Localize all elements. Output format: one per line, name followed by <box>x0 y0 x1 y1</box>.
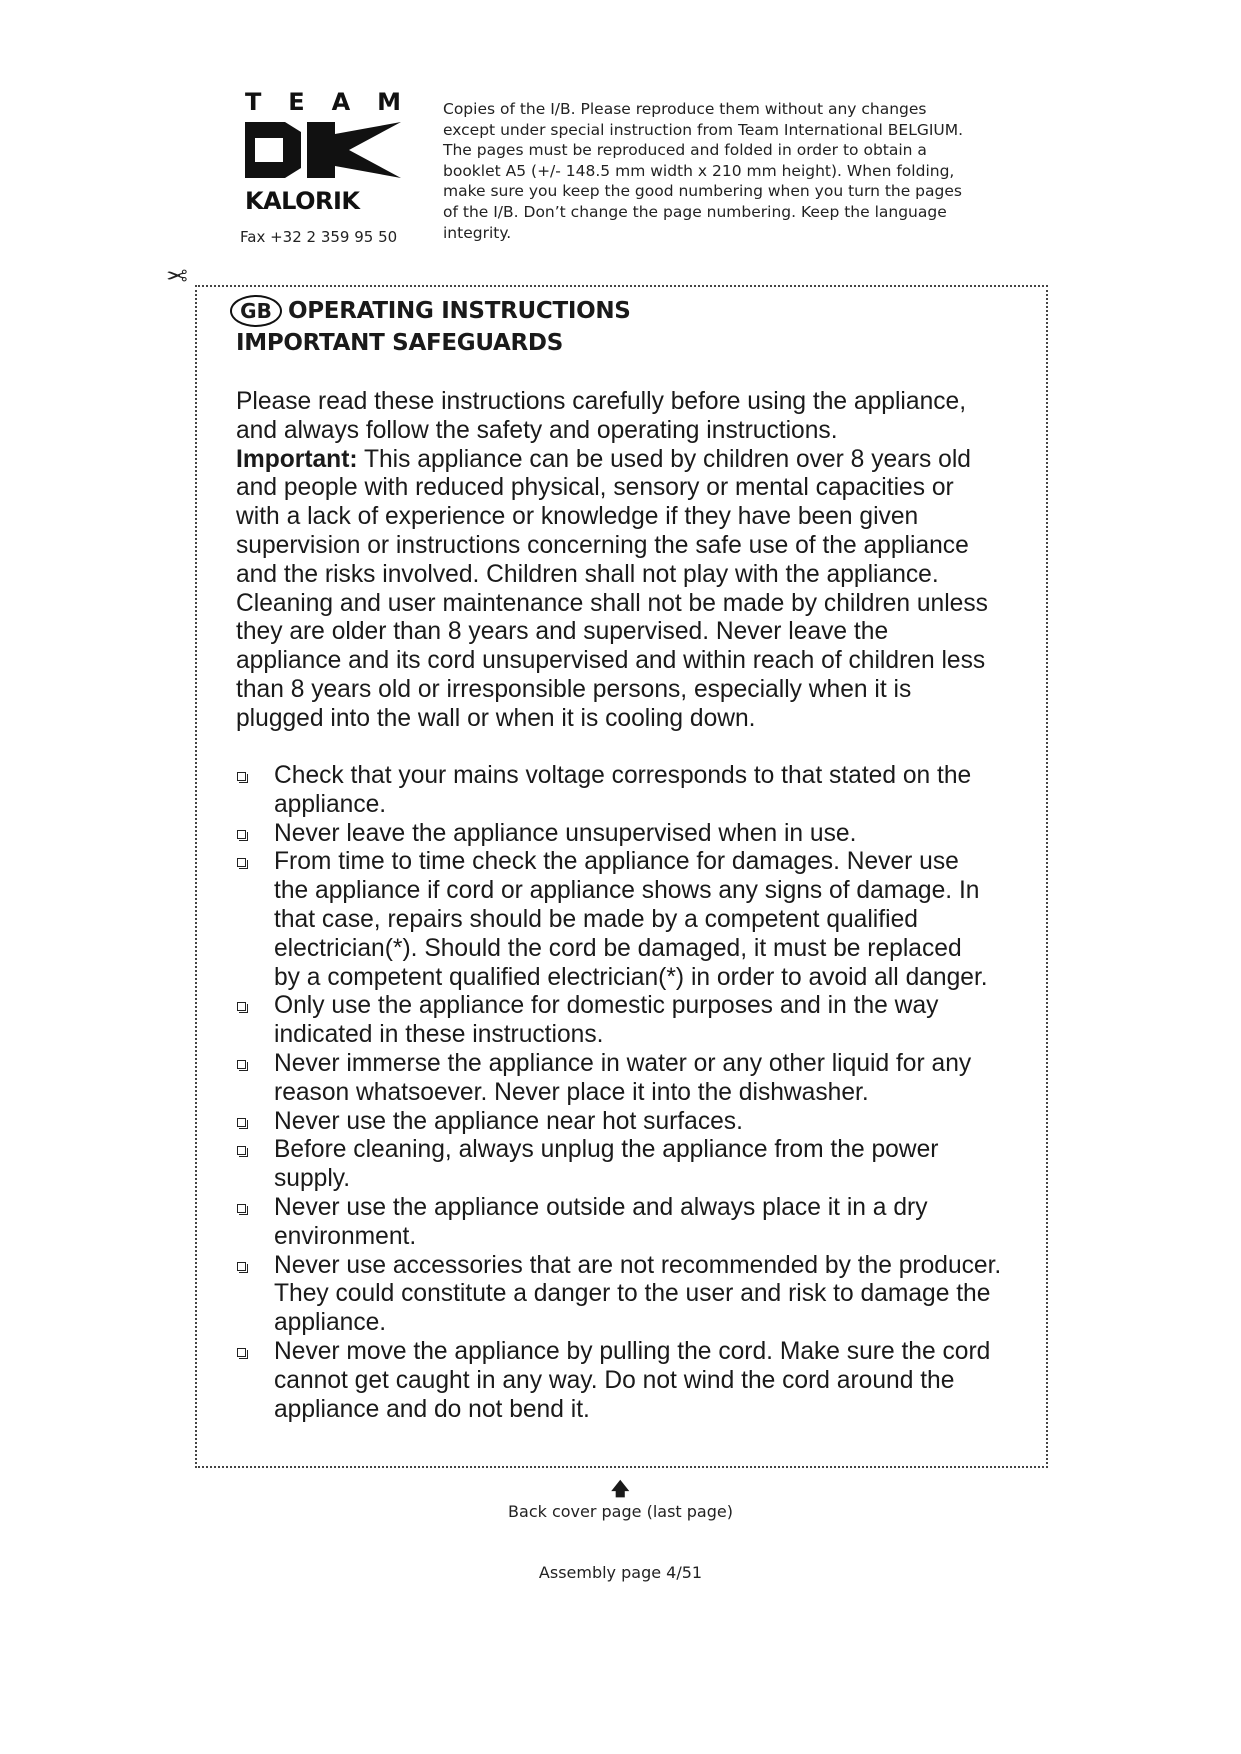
list-item <box>236 762 1026 820</box>
list-item-line: Never use accessories that are not recommended by the producer. <box>274 1251 1002 1279</box>
important-line: and the risks involved. Children shall not play with the appliance. <box>236 560 939 588</box>
checkbox-bullet-icon <box>237 1002 246 1011</box>
list-item-text <box>274 1194 928 1250</box>
page-title: OPERATING INSTRUCTIONS <box>288 298 631 324</box>
list-item-text <box>274 820 856 847</box>
list-item-line: Never use the appliance near hot surfaces. <box>274 1107 743 1135</box>
list-item-line: reason whatsoever. Never place it into the dishwasher. <box>274 1078 869 1106</box>
section-heading <box>230 295 631 327</box>
intro-line: Please read these instructions carefully before using the appliance, <box>236 388 967 415</box>
checkbox-bullet-icon <box>237 1146 246 1155</box>
checkbox-bullet-icon <box>237 772 246 781</box>
important-line: than 8 years old or irresponsible persons, especially when it is <box>236 675 912 703</box>
checkbox-bullet-icon <box>237 1348 246 1357</box>
important-line: supervision or instructions concerning the safe use of the appliance <box>236 531 969 559</box>
notice-line: of the I/B. Don’t change the page numbering. Keep the language <box>443 202 947 221</box>
list-item-line: environment. <box>274 1222 417 1250</box>
list-item <box>236 848 1026 992</box>
kalorik-k-logo-icon <box>245 122 401 178</box>
checkbox-bullet-icon <box>237 1118 246 1127</box>
logo-letter: M <box>377 88 401 116</box>
list-item <box>236 1338 1026 1424</box>
list-item-line: Never immerse the appliance in water or any other liquid for any <box>274 1049 972 1077</box>
reproduction-notice <box>443 99 1003 243</box>
important-line: and people with reduced physical, sensory or mental capacities or <box>236 474 954 502</box>
checkbox-bullet-icon <box>237 1262 246 1271</box>
list-item-line: by a competent qualified electrician(*) in order to avoid all danger. <box>274 963 988 991</box>
list-item-text <box>274 848 988 990</box>
intro-text <box>236 388 1026 734</box>
list-item-line: cannot get caught in any way. Do not wind the cord around the <box>274 1366 955 1394</box>
list-item-line: appliance. <box>274 790 387 818</box>
list-item-line: Before cleaning, always unplug the appliance from the power <box>274 1136 939 1164</box>
notice-line: integrity. <box>443 223 512 242</box>
team-kalorik-logo <box>245 88 405 215</box>
checkbox-bullet-icon <box>237 1204 246 1213</box>
subtitle: IMPORTANT SAFEGUARDS <box>236 330 563 356</box>
list-item-line: that case, repairs should be made by a competent qualified <box>274 905 918 933</box>
list-item-line: Only use the appliance for domestic purposes and in the way <box>274 992 939 1020</box>
checkbox-bullet-icon <box>237 830 246 839</box>
important-line: Cleaning and user maintenance shall not be made by children unless <box>236 589 988 617</box>
list-item-text <box>274 1252 1001 1337</box>
important-line: they are older than 8 years and supervised. Never leave the <box>236 618 889 646</box>
list-item-line: Check that your mains voltage corresponds to that stated on the <box>274 762 972 789</box>
notice-line: except under special instruction from Team International BELGIUM. <box>443 120 964 139</box>
list-item-line: indicated in these instructions. <box>274 1021 604 1049</box>
important-line: This appliance can be used by children over 8 years old <box>357 445 971 473</box>
list-item-text <box>274 762 971 818</box>
checkbox-bullet-icon <box>237 1060 246 1069</box>
list-item <box>236 1050 1026 1108</box>
list-item-line: Never leave the appliance unsupervised when in use. <box>274 819 857 847</box>
list-item <box>236 1252 1026 1338</box>
notice-line: booklet A5 (+/- 148.5 mm width x 210 mm height). When folding, <box>443 161 955 180</box>
safeguards-list <box>236 762 1026 1424</box>
fax-number: Fax +32 2 359 95 50 <box>240 228 398 246</box>
list-item-line: electrician(*). Should the cord be damaged, it must be replaced <box>274 934 962 962</box>
notice-line: Copies of the I/B. Please reproduce them without any changes <box>443 100 927 118</box>
list-item-line: Never use the appliance outside and always place it in a dry <box>274 1193 928 1221</box>
list-item-text <box>274 1136 938 1192</box>
scissors-icon: ✂ <box>166 260 188 290</box>
list-item-line: appliance and do not bend it. <box>274 1395 590 1423</box>
important-label: Important: <box>236 445 358 473</box>
list-item-text <box>274 992 938 1048</box>
logo-kalorik-text: KALORIK <box>245 187 360 215</box>
up-arrow-icon: 🡅 <box>611 1479 630 1499</box>
list-item-text <box>274 1050 971 1106</box>
important-line: appliance and its cord unsupervised and within reach of children less <box>236 647 986 675</box>
notice-line: make sure you keep the good numbering when you turn the pages <box>443 182 962 201</box>
list-item <box>236 1108 1026 1137</box>
logo-letter: A <box>331 88 351 116</box>
language-badge: GB <box>230 295 282 327</box>
list-item-line: From time to time check the appliance for damages. Never use <box>274 848 959 876</box>
important-line: with a lack of experience or knowledge if they have been given <box>236 503 919 531</box>
intro-line: and always follow the safety and operating instructions. <box>236 416 838 444</box>
checkbox-bullet-icon <box>237 858 246 867</box>
list-item-text <box>274 1338 990 1423</box>
list-item-line: They could constitute a danger to the user and risk to damage the <box>274 1280 991 1308</box>
list-item-text <box>274 1108 743 1135</box>
list-item-line: appliance. <box>274 1309 387 1337</box>
logo-letter: E <box>288 88 305 116</box>
assembly-page: Assembly page 4/51 <box>538 1563 703 1582</box>
logo-letter: T <box>245 88 262 116</box>
list-item <box>236 820 1026 849</box>
notice-line: The pages must be reproduced and folded in order to obtain a <box>443 141 927 160</box>
back-cover-label: Back cover page (last page) <box>508 1502 733 1521</box>
list-item <box>236 992 1026 1050</box>
list-item <box>236 1136 1026 1194</box>
list-item-line: Never move the appliance by pulling the cord. Make sure the cord <box>274 1337 991 1365</box>
important-line: plugged into the wall or when it is cooling down. <box>236 704 756 732</box>
list-item-line: the appliance if cord or appliance shows any signs of damage. In <box>274 877 980 905</box>
logo-team-text <box>245 90 401 114</box>
list-item <box>236 1194 1026 1252</box>
list-item-line: supply. <box>274 1165 351 1193</box>
